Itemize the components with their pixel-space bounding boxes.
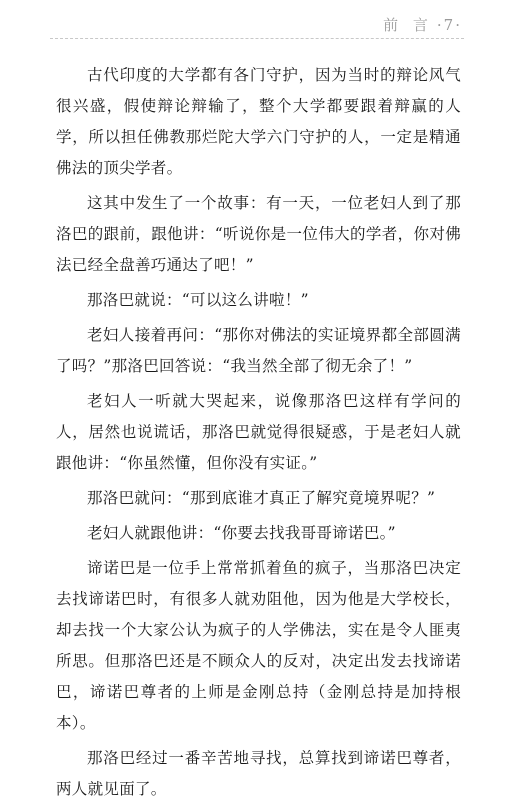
paragraph: 那洛巴就说：“可以这么讲啦！” [87, 291, 309, 309]
body-text [56, 60, 461, 805]
page-number: ·7· [436, 16, 462, 34]
header-rule [50, 38, 464, 39]
paragraph: 那洛巴经过一番辛苦地寻找，总算找到谛诺巴尊者，两人就见面了。 [56, 749, 461, 798]
paragraph: 老妇人就跟他讲：“你要去找我哥哥谛诺巴。” [87, 524, 396, 542]
section-title: 前 言 [383, 16, 433, 34]
paragraph: 老妇人一听就大哭起来，说像那洛巴这样有学问的人，居然也说谎话，那洛巴就觉得很疑惑，于是老妇人就跟他讲：“你虽然懂，但你没有实证。” [56, 392, 461, 472]
running-header [383, 14, 462, 35]
paragraph: 那洛巴就问：“那到底谁才真正了解究竟境界呢？” [87, 489, 436, 507]
paragraph: 这其中发生了一个故事：有一天，一位老妇人到了那洛巴的跟前，跟他讲：“听说你是一位伟大的学者，你对佛法已经全盘善巧通达了吧！” [56, 194, 461, 274]
paragraph: 古代印度的大学都有各门守护，因为当时的辩论风气很兴盛，假使辩论辩输了，整个大学都要跟着辩赢的人学，所以担任佛教那烂陀大学六门守护的人，一定是精通佛法的顶尖学者。 [56, 66, 461, 177]
paragraph: 老妇人接着再问：“那你对佛法的实证境界都全部圆满了吗？”那洛巴回答说：“我当然全部了彻无余了！” [56, 326, 461, 375]
paragraph: 谛诺巴是一位手上常常抓着鱼的疯子，当那洛巴决定去找谛诺巴时，有很多人就劝阻他，因为他是大学校长，却去找一个大家公认为疯子的人学佛法，实在是令人匪夷所思。但那洛巴还是不顾众人的反对，决定出发去找谛诺巴，谛诺巴尊者的上师是金刚总持（金刚总持是加持根本）。 [56, 559, 461, 732]
